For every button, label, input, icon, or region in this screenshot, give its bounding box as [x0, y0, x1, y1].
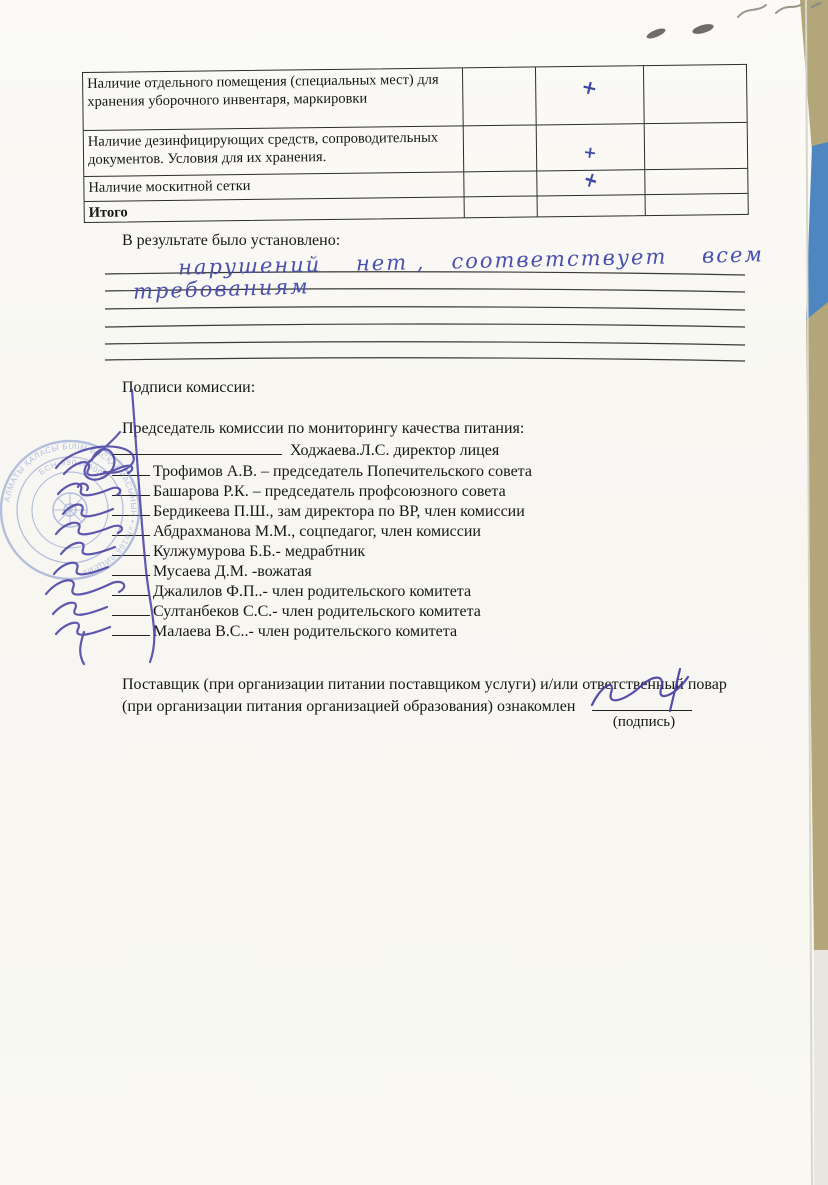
signature-scribble	[54, 563, 108, 575]
table-cell-empty	[644, 65, 747, 124]
member-name: Кулжумурова Б.Б.- медрабтник	[153, 543, 366, 560]
signature-line	[112, 581, 150, 596]
signature-scribble	[61, 543, 115, 555]
staple-mark	[645, 27, 666, 41]
signature-line	[112, 481, 150, 496]
member-name: Ходжаева.Л.С. директор лицея	[290, 442, 500, 459]
chair-label: Председатель комиссии по мониторингу качества питания:	[122, 420, 525, 437]
signature-line	[112, 501, 150, 516]
handwritten-plus: +	[582, 142, 598, 163]
stamp-outer-text: АЛМАТЫ ҚАЛАСЫ БІЛІМ БАСҚАРМАСЫНЫҢ • «№166 ЛИЦЕЙ» •	[2, 441, 139, 578]
handwritten-plus: +	[579, 75, 600, 101]
table-cell-criterion: Наличие дезинфицирующих средств, сопроводительных документов. Условия для их хранения.	[84, 126, 465, 177]
signature-scribble	[63, 505, 113, 517]
member-row	[112, 481, 506, 501]
member-name: Башарова Р.К. – председатель профсоюзного совета	[153, 483, 506, 500]
footer-line2: (при организации питания организацией образования) ознакомлен	[122, 698, 576, 715]
member-name: Бердикеева П.Ш., зам директора по ВР, член комиссии	[153, 503, 525, 520]
signature-scribble	[58, 484, 120, 496]
table-cell-empty	[646, 194, 748, 215]
inspection-table	[82, 64, 749, 223]
stamp-inner-text: БСН 990440003	[37, 457, 109, 482]
signature-line	[112, 541, 150, 556]
signature-line	[112, 621, 150, 636]
member-row	[112, 621, 457, 641]
table-cell-empty	[465, 196, 538, 217]
member-name: Малаева В.С..- член родительского комитета	[153, 623, 458, 640]
member-row-director	[112, 440, 499, 460]
pen-scribble-marks	[732, 0, 824, 24]
handwritten-finding-line1: нарушений нет , соответствует всем	[177, 242, 765, 280]
member-row	[112, 461, 532, 481]
member-row	[112, 501, 525, 521]
signature-scribble	[78, 484, 88, 490]
staple-mark	[691, 22, 714, 36]
member-name: Мусаева Д.М. -вожатая	[153, 563, 312, 580]
signature-line	[112, 440, 282, 455]
member-row	[112, 521, 481, 541]
signature-line	[112, 461, 150, 476]
member-name: Трофимов А.В. – председатель Попечительского совета	[153, 463, 532, 480]
result-label: В результате было установлено:	[122, 232, 341, 249]
handwritten-finding-line2: требованиям	[132, 274, 311, 304]
member-row	[112, 581, 471, 601]
member-row	[112, 541, 365, 561]
signature-line	[112, 521, 150, 536]
member-name: Абдрахманова М.М., соцпедагог, член комиссии	[153, 523, 481, 540]
table-cell-empty	[464, 125, 538, 172]
table-cell-empty	[645, 123, 748, 170]
table-cell-mark	[537, 166, 645, 196]
table-cell-empty	[463, 67, 537, 126]
member-row	[112, 601, 481, 621]
handwritten-plus: +	[580, 166, 602, 195]
table-cell-criterion: Наличие отдельного помещения (специальных мест) для хранения уборочного инвентаря, маркировки	[83, 68, 464, 131]
signature-line	[112, 561, 150, 576]
footer-signature-caption: (подпись)	[612, 714, 676, 730]
signature-scribble	[53, 603, 107, 615]
svg-text:БСН 990440003	[37, 458, 109, 482]
signature-scribble	[56, 623, 110, 635]
member-name: Султанбеков С.С.- член родительского комитета	[153, 603, 481, 620]
photo-background-edge	[792, 0, 828, 1185]
footer-line1: Поставщик (при организации питании поставщиком услуги) и/или ответственный повар	[122, 676, 727, 693]
signature-scribble	[80, 632, 84, 664]
member-row	[112, 561, 312, 581]
signatures-heading: Подписи комиссии:	[122, 379, 256, 396]
table-cell-empty	[645, 169, 747, 195]
signature-line	[112, 601, 150, 616]
table-cell-empty	[538, 195, 646, 216]
table-cell-empty	[464, 171, 537, 197]
table-cell-total: Итого	[85, 197, 465, 222]
table-cell-mark	[536, 66, 645, 125]
footer-signature-line	[592, 710, 692, 711]
member-name: Джалилов Ф.П..- член родительского комитета	[153, 583, 472, 600]
table-cell-criterion: Наличие москитной сетки	[84, 172, 464, 202]
